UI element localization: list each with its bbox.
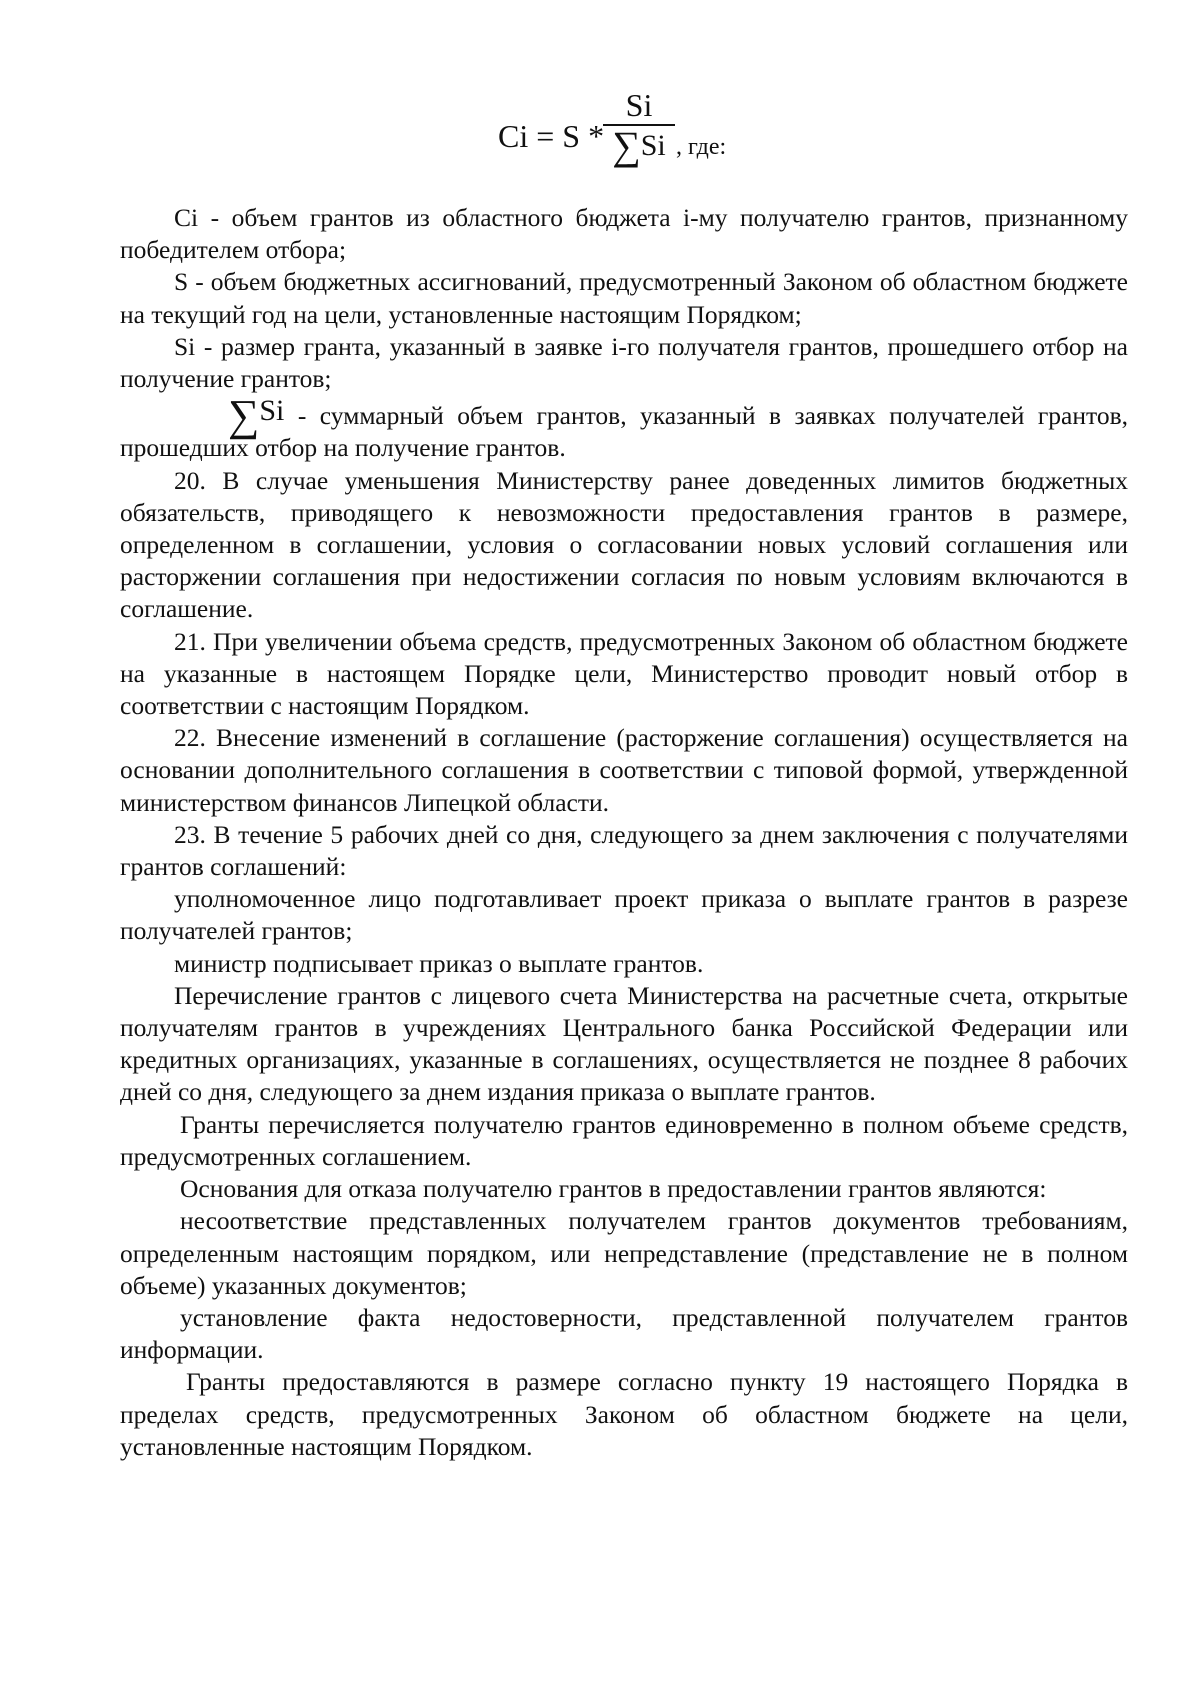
paragraph-lump-sum: Гранты перечисляется получателю грантов единовременно в полном объеме средств, предусмотренных соглашением. <box>120 1109 1128 1171</box>
paragraph-21: 21. При увеличении объема средств, предусмотренных Законом об областном бюджете на указанные в настоящем Порядке цели, Министерство проводит новый отбор в соответствии с настоящим Порядком. <box>120 626 1128 721</box>
sigma-symbol: ∑ <box>228 391 260 441</box>
grant-formula <box>498 88 858 198</box>
formula-suffix: , где: <box>676 134 727 160</box>
paragraph-refusal-item-b: установление факта недостоверности, представленной получателем грантов информации. <box>120 1302 1128 1365</box>
formula-fraction <box>603 88 675 166</box>
document-body <box>120 202 1128 1463</box>
formula-denominator <box>603 123 675 168</box>
sum-si-symbol: Si <box>259 394 285 428</box>
definition-s: S - объем бюджетных ассигнований, предусмотренный Законом об областном бюджете на текущий год на цели, установленные настоящим Порядком; <box>120 267 1128 329</box>
paragraph-23-item-a: уполномоченное лицо подготавливает проект приказа о выплате грантов в разрезе получателей грантов; <box>120 884 1128 946</box>
paragraph-22: 22. Внесение изменений в соглашение (расторжение соглашения) осуществляется на основании дополнительного соглашения в соответствии с типовой формой, утвержденной министерством финансов Липецкой области. <box>120 723 1128 817</box>
paragraph-transfer: Перечисление грантов с лицевого счета Министерства на расчетные счета, открытые получателям грантов в учреждениях Центрального банка Российской Федерации или кредитных организациях, указанные в соглашениях, осуществляется не позднее 8 рабочих дней со дня, следующего за днем издания приказа о выплате грантов. <box>120 980 1128 1107</box>
formula-numerator: Si <box>603 88 675 126</box>
paragraph-refusal-item-a: несоответствие представленных получателем грантов документов требованиям, определенным настоящим порядком, или непредставление (представление не в полном объеме) указанных документов; <box>120 1206 1128 1300</box>
definition-sum-si <box>120 391 1128 464</box>
paragraph-23: 23. В течение 5 рабочих дней со дня, следующего за днем заключения с получателями грантов соглашений: <box>120 819 1128 882</box>
paragraph-23-item-b: министр подписывает приказ о выплате грантов. <box>174 948 704 978</box>
formula-lhs: Ci = S * <box>498 118 605 154</box>
paragraph-refusal: Основания для отказа получателю грантов в предоставлении грантов являются: <box>180 1174 1047 1204</box>
formula-denominator-term: Si <box>640 129 666 162</box>
definition-si: Si - размер гранта, указанный в заявке i-го получателя грантов, прошедшего отбор на получение грантов; <box>120 331 1128 394</box>
sigma-symbol: ∑ <box>612 123 641 168</box>
paragraph-final: Гранты предоставляются в размере согласно пункту 19 настоящего Порядка в пределах средств, предусмотренных Законом об областном бюджете на цели, установленные настоящим Порядком. <box>120 1367 1128 1461</box>
document-page <box>120 0 1128 1694</box>
paragraph-20: 20. В случае уменьшения Министерству ранее доведенных лимитов бюджетных обязательств, приводящего к невозможности предоставления грантов в размере, определенном в соглашении, условия о согласовании новых условий соглашения или расторжении соглашения при недостижении согласия по новым условиям включаются в соглашение. <box>120 465 1128 624</box>
sum-si-text: - суммарный объем грантов, указанный в заявках получателей грантов, прошедших отбор на получение грантов. <box>120 401 1128 463</box>
definition-ci: Ci - объем грантов из областного бюджета i-му получателю грантов, признанному победителем отбора; <box>120 203 1128 265</box>
